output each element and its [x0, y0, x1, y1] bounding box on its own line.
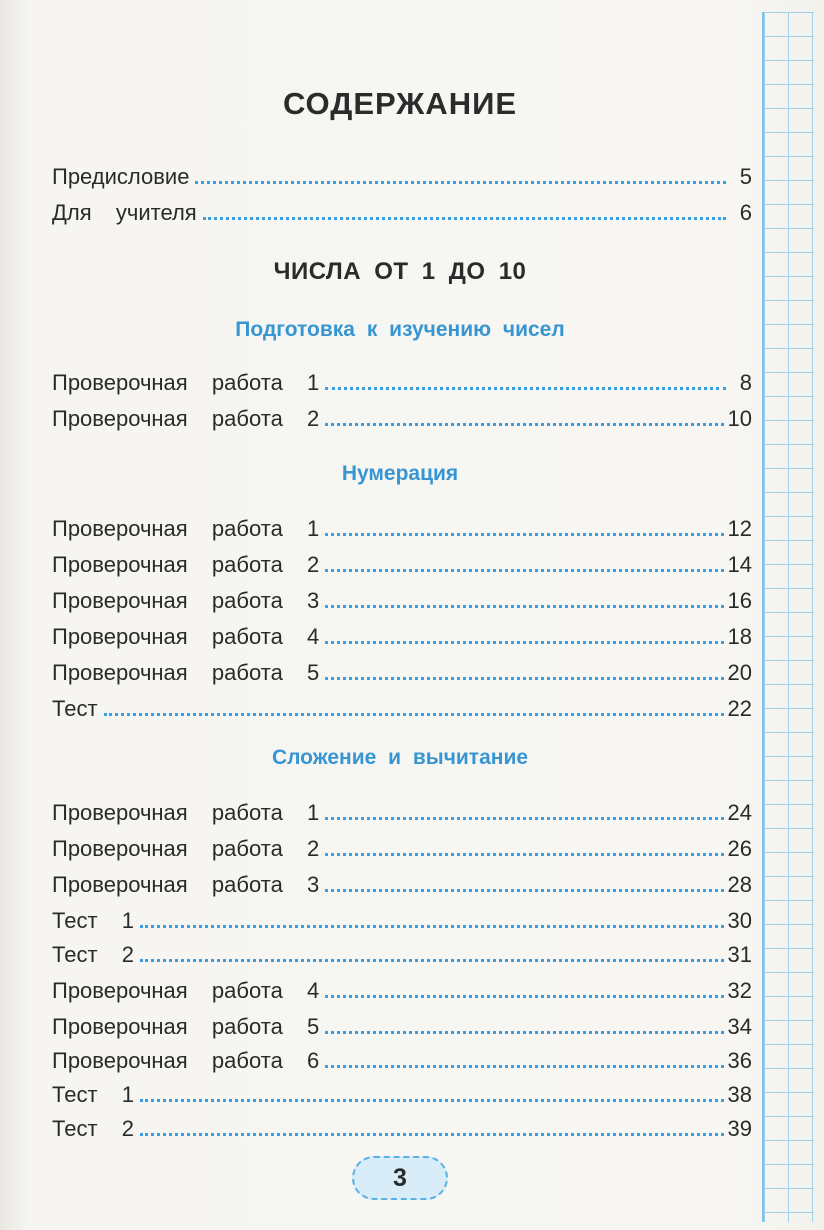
section-heading-addition-subtraction: Сложение и вычитание [271, 746, 529, 769]
toc-entry: Проверочная работа 4 18 [52, 624, 752, 649]
toc-entry: Тест 2 31 [52, 942, 752, 967]
leader-dots [140, 959, 724, 962]
section-heading-numeration: Нумерация [341, 462, 459, 485]
toc-entry: Проверочная работа 2 26 [52, 836, 752, 861]
toc-entry: Проверочная работа 1 24 [52, 800, 752, 825]
leader-dots [325, 569, 723, 572]
toc-entry: Проверочная работа 4 32 [52, 978, 752, 1003]
leader-dots [325, 641, 723, 644]
graph-paper-margin [762, 12, 814, 1222]
leader-dots [140, 1099, 724, 1102]
leader-dots [325, 995, 723, 998]
leader-dots [140, 1133, 724, 1136]
leader-dots [140, 925, 724, 928]
toc-entry-for-teacher: Для учителя 6 [52, 200, 752, 225]
leader-dots [325, 889, 723, 892]
leader-dots [325, 387, 726, 390]
leader-dots [325, 1065, 723, 1068]
toc-entry: Проверочная работа 2 10 [52, 406, 752, 431]
toc-entry: Проверочная работа 5 34 [52, 1014, 752, 1039]
toc-entry: Проверочная работа 2 14 [52, 552, 752, 577]
toc-entry: Проверочная работа 3 16 [52, 588, 752, 613]
toc-entry: Тест 1 30 [52, 908, 752, 933]
toc-entry: Проверочная работа 5 20 [52, 660, 752, 685]
page-title: СОДЕРЖАНИЕ [282, 86, 518, 121]
leader-dots [104, 713, 724, 716]
leader-dots [325, 677, 723, 680]
leader-dots [195, 181, 726, 184]
leader-dots [325, 423, 723, 426]
leader-dots [203, 217, 726, 220]
leader-dots [325, 533, 723, 536]
toc-entry: Проверочная работа 3 28 [52, 872, 752, 897]
toc-entry: Тест 22 [52, 696, 752, 721]
leader-dots [325, 817, 723, 820]
section-heading-preparation: Подготовка к изучению чисел [235, 318, 565, 341]
toc-entry: Тест 2 39 [52, 1116, 752, 1141]
page-number: 3 [393, 1163, 407, 1192]
leader-dots [325, 853, 723, 856]
toc-entry: Проверочная работа 6 36 [52, 1048, 752, 1073]
page-number-badge [352, 1156, 448, 1200]
toc-entry: Проверочная работа 1 8 [52, 370, 752, 395]
leader-dots [325, 605, 723, 608]
toc-entry: Тест 1 38 [52, 1082, 752, 1107]
leader-dots [325, 1031, 723, 1034]
part-heading: ЧИСЛА ОТ 1 ДО 10 [273, 258, 527, 285]
toc-entry-foreword: Предисловие 5 [52, 164, 752, 189]
toc-entry: Проверочная работа 1 12 [52, 516, 752, 541]
